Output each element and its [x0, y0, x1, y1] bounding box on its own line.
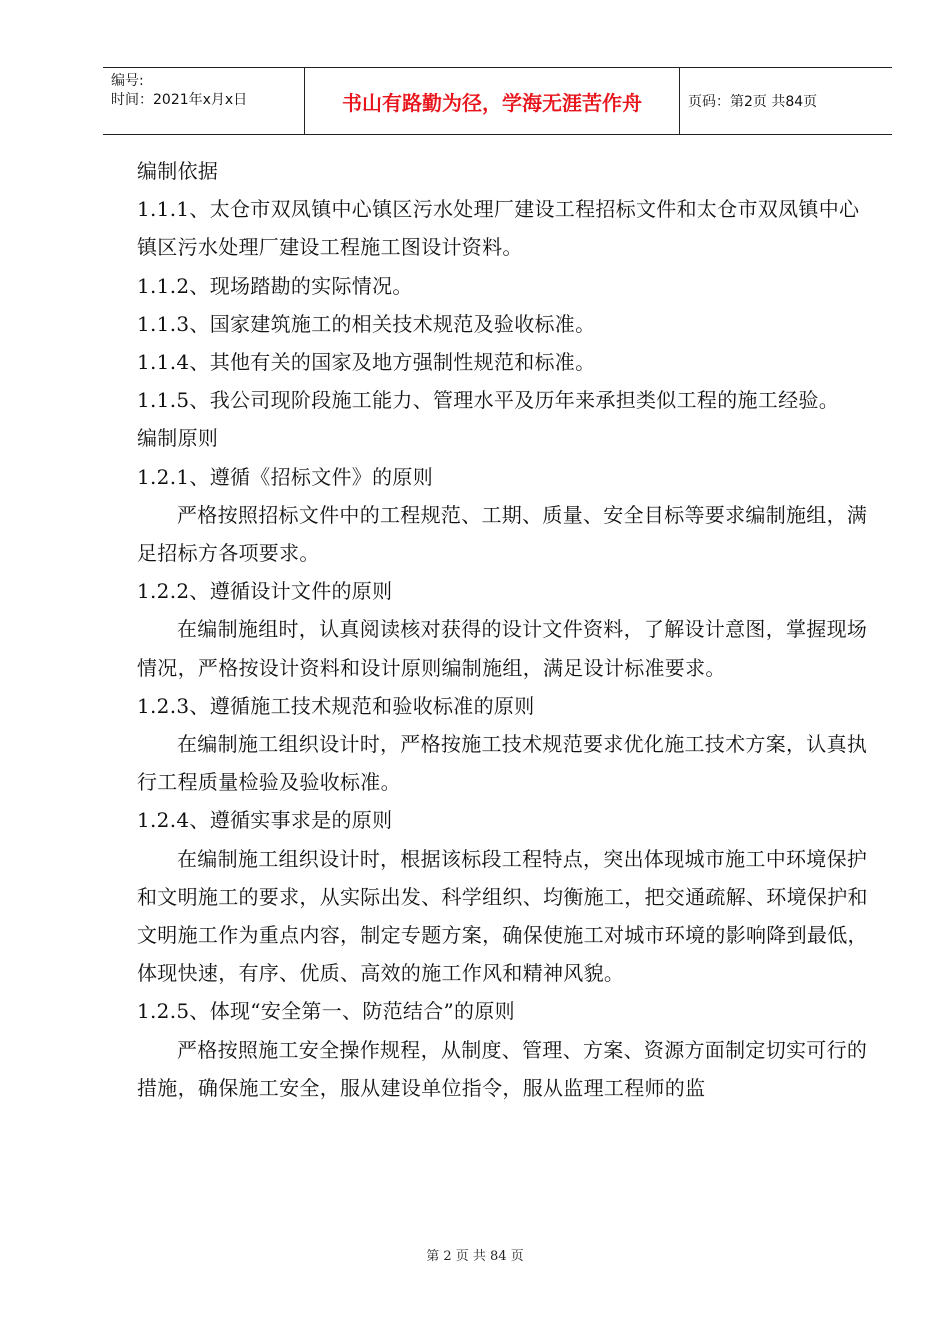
paragraph: 在编制施组时，认真阅读核对获得的设计文件资料，了解设计意图，掌握现场情况，严格按设计资料和设计原则编制施组，满足设计标准要求。 — [137, 617, 868, 680]
header-motto: 书山有路勤为径，学海无涯苦作舟 — [305, 68, 680, 134]
paragraph: 1.1.3、国家建筑施工的相关技术规范及验收标准。 — [137, 311, 596, 336]
paragraph: 编制原则 — [137, 426, 219, 451]
paragraph: 1.2.3、遵循施工技术规范和验收标准的原则 — [137, 693, 535, 718]
page-header — [103, 67, 892, 135]
paragraph: 1.1.1、太仓市双凤镇中心镇区污水处理厂建设工程招标文件和太仓市双凤镇中心镇区污水处理厂建设工程施工图设计资料。 — [137, 197, 860, 260]
paragraph: 在编制施工组织设计时，严格按施工技术规范要求优化施工技术方案，认真执行工程质量检验及验收标准。 — [137, 732, 868, 795]
paragraph: 1.2.2、遵循设计文件的原则 — [137, 579, 393, 604]
paragraph: 编制依据 — [137, 159, 219, 183]
header-left-cell — [103, 68, 305, 134]
paragraph: 严格按照施工安全操作规程，从制度、管理、方案、资源方面制定切实可行的措施，确保施工安全，服从建设单位指令，服从监理工程师的监 — [137, 1037, 868, 1100]
paragraph: 1.2.5、体现“安全第一、防范结合”的原则 — [137, 999, 515, 1024]
page-footer: 第 2 页 共 84 页 — [426, 1249, 524, 1264]
time-label: 时间：2021年x月x日 — [111, 92, 248, 108]
paragraph: 1.2.4、遵循实事求是的原则 — [137, 808, 393, 833]
number-label: 编号: — [111, 73, 144, 89]
paragraph: 1.1.2、现场踏勘的实际情况。 — [137, 273, 413, 298]
paragraph: 1.1.4、其他有关的国家及地方强制性规范和标准。 — [137, 350, 596, 375]
paragraph: 1.1.5、我公司现阶段施工能力、管理水平及历年来承担类似工程的施工经验。 — [137, 388, 839, 413]
document-body — [137, 152, 872, 1107]
paragraph: 在编制施工组织设计时，根据该标段工程特点，突出体现城市施工中环境保护和文明施工的要求，从实际出发、科学组织、均衡施工，把交通疏解、环境保护和文明施工作为重点内容，制定专题方案，确保使施工对城市环境的影响降到最低，体现快速，有序、优质、高效的施工作风和精神风貌。 — [137, 846, 868, 986]
paragraph: 1.2.1、遵循《招标文件》的原则 — [137, 464, 433, 489]
paragraph: 严格按照招标文件中的工程规范、工期、质量、安全目标等要求编制施组，满足招标方各项要求。 — [137, 502, 868, 566]
header-page-info: 页码：第2页 共84页 — [688, 94, 818, 110]
